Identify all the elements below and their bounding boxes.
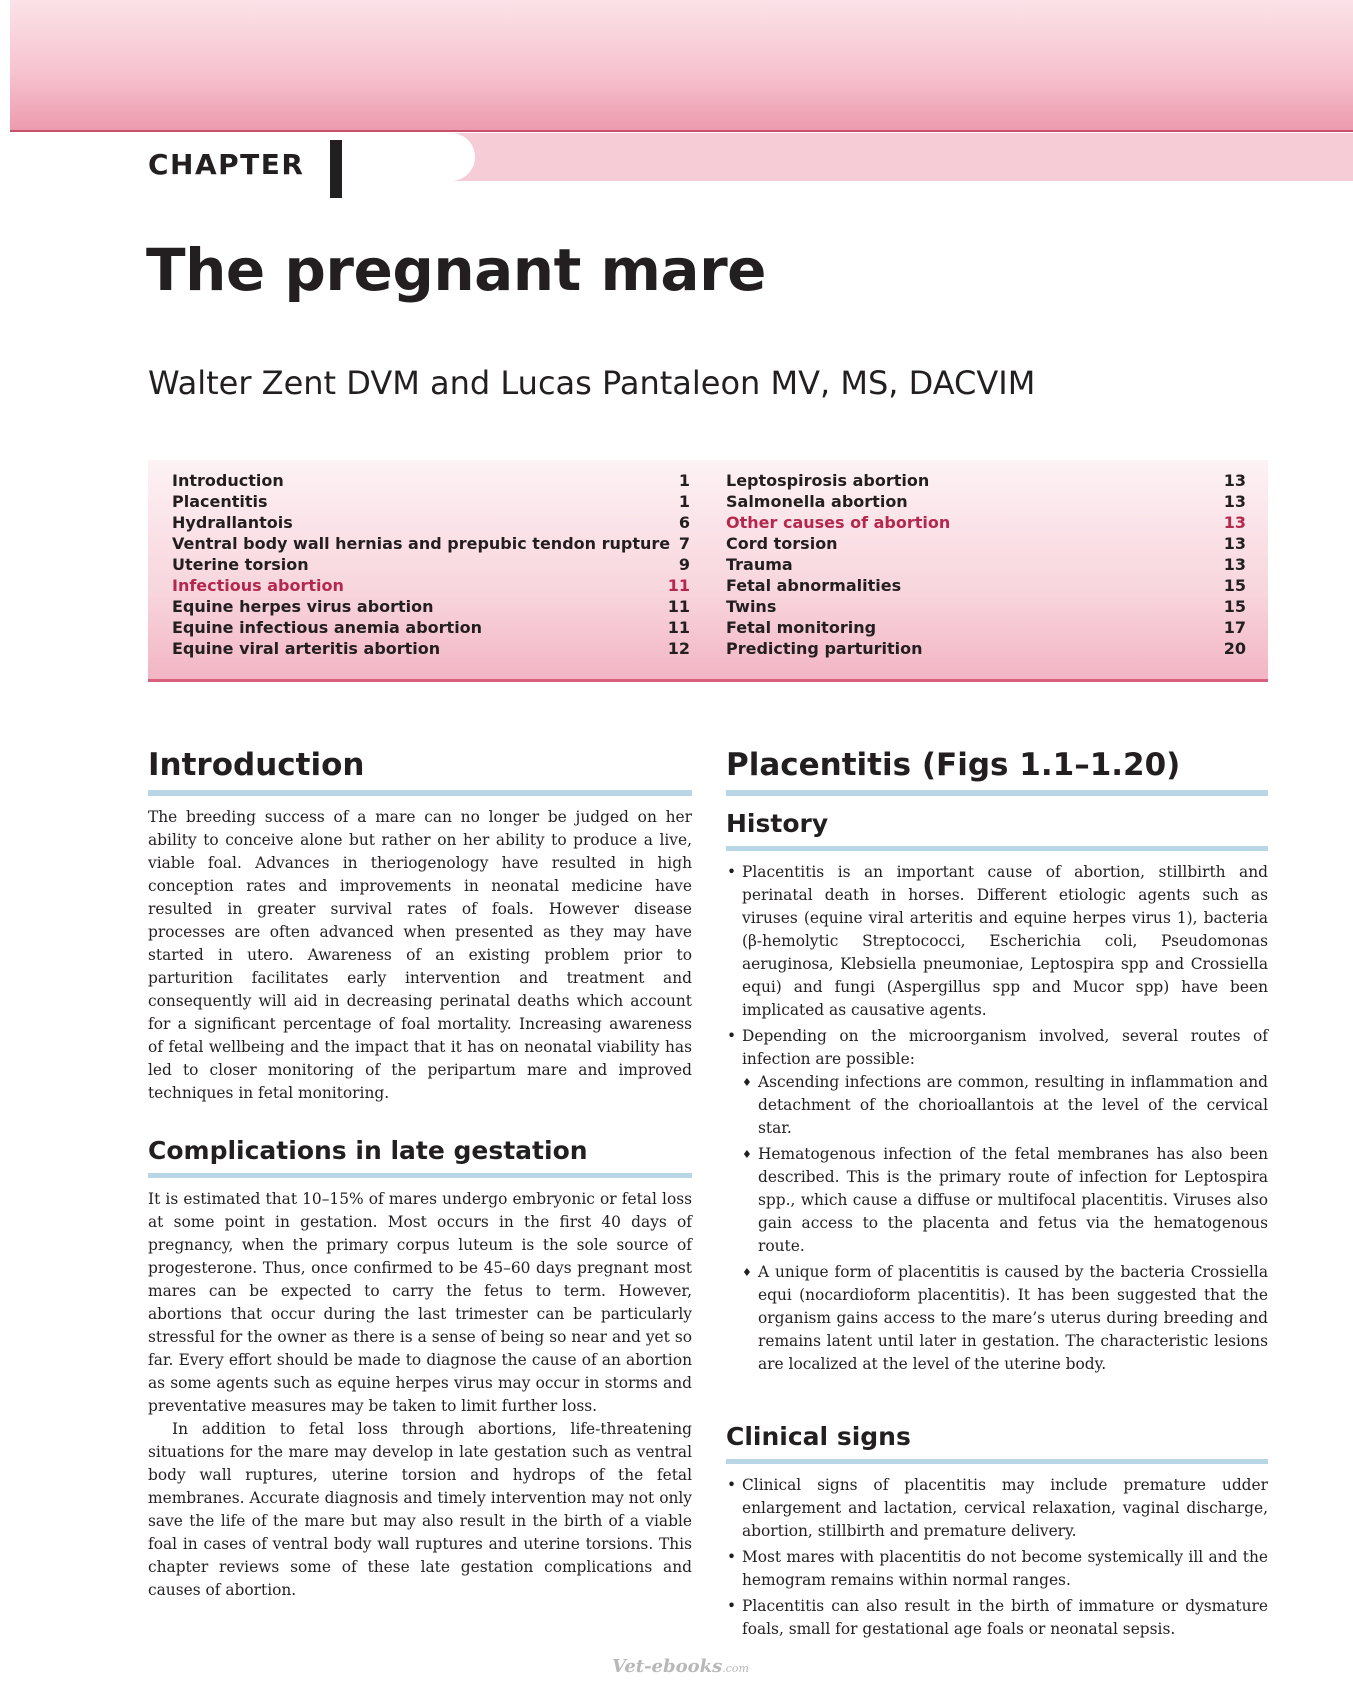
list-item: ♦ A unique form of placentitis is caused by the bacteria Crossiella equi (nocardioform placentitis). It has been suggested that the organism gains access to the mare’s uterus during breeding and remains latent until later in gestation. The characteristic lesions are localized at the level of the uterine body.	[742, 1261, 1268, 1376]
introduction-text: The breeding success of a mare can no longer be judged on her ability to conceive alone but rather on her ability to produce a live, viable foal. Advances in theriogenology have resulted in high conception rates and improvements in neonatal medicine have resulted in greater survival rates of foals. However disease processes are often advanced when presented as they may have started in utero. Awareness of an existing problem prior to parturition facilitates early intervention and treatment and consequently will aid in decreasing perinatal deaths which account for a significant percentage of foal mortality. Increasing awareness of fetal wellbeing and the impact that it has on neonatal viability has led to closer monitoring of the peripartum mare and improved techniques in fetal monitoring.	[148, 808, 692, 1102]
toc-item[interactable]: Leptospirosis abortion 13	[726, 471, 1246, 490]
toc-item[interactable]: Fetal monitoring 17	[726, 618, 1246, 637]
complications-heading: Complications in late gestation	[148, 1133, 692, 1178]
list-item: • Placentitis is an important cause of abortion, stillbirth and perinatal death in horses. Different etiologic agents such as viruses (equine viral arteritis and equine herpes virus 1), bacteria (β-hemolytic Streptococci, Escherichia coli, Pseudomonas aeruginosa, Klebsiella pneumoniae, Leptospira spp and Crossiella equi) and fungi (Aspergillus spp and Mucor spp) have been implicated as causative agents.	[726, 861, 1268, 1022]
toc-item[interactable]: Uterine torsion 9	[172, 555, 690, 574]
right-column	[726, 744, 1268, 1644]
list-item: ♦ Ascending infections are common, resulting in inflammation and detachment of the chorioallantois at the level of the cervical star.	[742, 1071, 1268, 1140]
toc-item[interactable]: Trauma 13	[726, 555, 1246, 574]
header-rule	[10, 130, 1353, 132]
list-item: • Most mares with placentitis do not become systemically ill and the hemogram remains within normal ranges.	[726, 1546, 1268, 1592]
toc-item[interactable]: Cord torsion 13	[726, 534, 1246, 553]
toc-item[interactable]: Equine viral arteritis abortion 12	[172, 639, 690, 658]
list-item: • Placentitis can also result in the birth of immature or dysmature foals, small for gestational age foals or neonatal sepsis.	[726, 1595, 1268, 1641]
header-band	[10, 0, 1353, 132]
complications-paragraph: It is estimated that 10–15% of mares undergo embryonic or fetal loss at some point in gestation. Most occurs in the first 40 days of pregnancy, when the primary corpus luteum is the sole source of progesterone. Thus, once confirmed to be 45–60 days pregnant most mares can be expected to carry the fetus to term. However, abortions that occur during the last trimester can be particularly stressful for the owner as there is a sense of being so near and yet so far. Every effort should be made to diagnose the cause of an abortion as some agents such as equine herpes virus may occur in storms and preventative measures may be taken to limit further loss.	[148, 1190, 692, 1415]
complications-paragraph: In addition to fetal loss through abortions, life-threatening situations for the mare may develop in late gestation such as ventral body wall ruptures, uterine torsion and hydrops of the fetal membranes. Accurate diagnosis and timely intervention may not only save the life of the mare but may also result in the birth of a viable foal in cases of ventral body wall ruptures and uterine torsions. This chapter reviews some of these late gestation complications and causes of abortion.	[148, 1420, 692, 1599]
history-heading: History	[726, 806, 1268, 851]
placentitis-heading: Placentitis (Figs 1.1–1.20)	[726, 744, 1268, 796]
history-list	[726, 861, 1268, 1376]
chapter-authors: Walter Zent DVM and Lucas Pantaleon MV, MS, DACVIM	[148, 364, 1036, 402]
infection-routes-list	[742, 1071, 1268, 1376]
introduction-heading: Introduction	[148, 744, 692, 796]
toc-item[interactable]: Equine herpes virus abortion 11	[172, 597, 690, 616]
toc-item[interactable]: Introduction 1	[172, 471, 690, 490]
chapter-title: The pregnant mare	[146, 236, 767, 304]
toc-item[interactable]: Placentitis 1	[172, 492, 690, 511]
toc-item[interactable]: Twins 15	[726, 597, 1246, 616]
toc-right-column	[726, 470, 1246, 659]
clinical-signs-list	[726, 1474, 1268, 1641]
toc-item[interactable]: Hydrallantois 6	[172, 513, 690, 532]
toc-item-highlighted[interactable]: Other causes of abortion 13	[726, 513, 1246, 532]
toc-item[interactable]: Salmonella abortion 13	[726, 492, 1246, 511]
list-item: ♦ Hematogenous infection of the fetal membranes has also been described. This is the primary route of infection for Leptospira spp., which cause a diffuse or multifocal placentitis. Viruses also gain access to the placenta and fetus via the hematogenous route.	[742, 1143, 1268, 1258]
chapter-label: CHAPTER	[148, 148, 305, 181]
chapter-tab	[450, 133, 1353, 181]
table-of-contents	[148, 460, 1268, 682]
toc-left-column	[172, 470, 690, 659]
clinical-signs-heading: Clinical signs	[726, 1419, 1268, 1464]
left-column	[148, 744, 692, 1602]
list-item: • Clinical signs of placentitis may include premature udder enlargement and lactation, cervical relaxation, vaginal discharge, abortion, stillbirth and premature delivery.	[726, 1474, 1268, 1543]
toc-item[interactable]: Predicting parturition 20	[726, 639, 1246, 658]
toc-item-highlighted[interactable]: Infectious abortion 11	[172, 576, 690, 595]
watermark-logo: Vet-ebooks.com	[612, 1656, 749, 1677]
toc-item[interactable]: Fetal abnormalities 15	[726, 576, 1246, 595]
toc-item[interactable]: Equine infectious anemia abortion 11	[172, 618, 690, 637]
toc-item[interactable]: Ventral body wall hernias and prepubic tendon rupture 7	[172, 534, 690, 553]
chapter-number-1	[330, 140, 342, 198]
list-item: • Depending on the microorganism involved, several routes of infection are possible: ♦ Ascending infections are common, resulting in inflammation and detachment of the chorioallantois at the level of the cervical star. ♦ Hematogenous infection of the fetal membranes has also been described. This is the primary route of infection for Leptospira spp., which cause a diffuse or multifocal placentitis. Viruses also gain access to the placenta and fetus via the hematogenous route. ♦ A unique form of placentitis is caused by the bacteria Crossiella equi (nocardioform placentitis). It has been suggested that the organism gains access to the mare’s uterus during breeding and remains latent until later in gestation. The characteristic lesions are localized at the level of the uterine body.	[726, 1025, 1268, 1376]
